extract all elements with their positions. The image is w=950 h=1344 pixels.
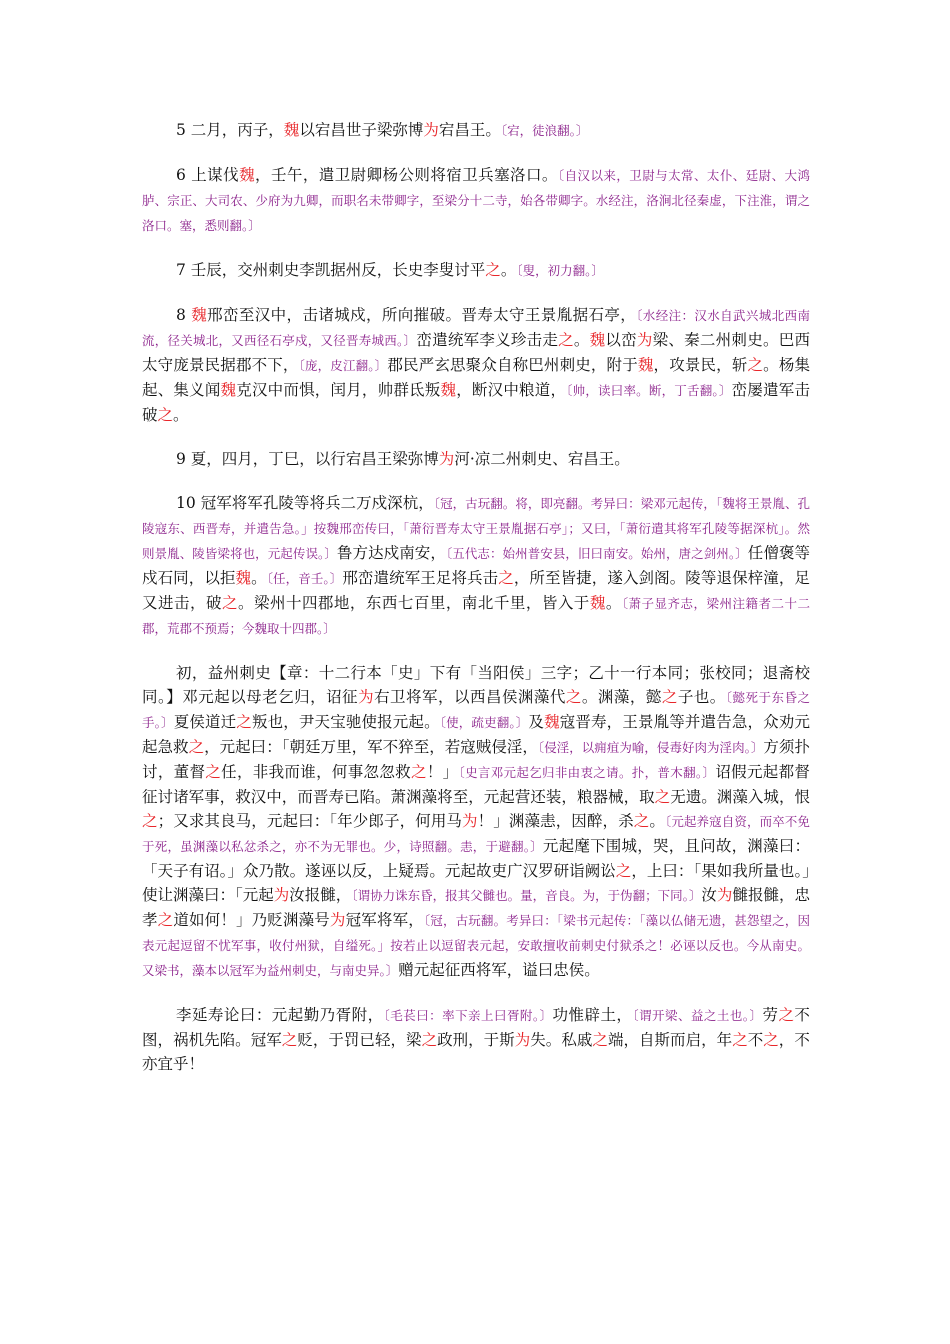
highlighted-char: 之: [421, 1031, 438, 1049]
text-run: 元起麾下围城，哭，且问故，渊藻曰：「天子有诏。」众乃散。遂诬以反，上疑焉。元起故吏广汉罗研诣阙讼: [142, 837, 810, 880]
highlighted-char: 之: [747, 356, 764, 374]
text-run: 郡民严玄思聚众自称巴州刺史，附于: [387, 356, 638, 374]
text-run: 叛也，尹天宝驰使报元起。: [251, 713, 440, 731]
text-run: 以峦: [605, 331, 637, 349]
highlighted-char: 之: [157, 911, 174, 929]
highlighted-char: 魏: [637, 356, 654, 374]
text-run: 。: [605, 594, 622, 612]
text-run: 。渊藻，懿: [581, 688, 662, 706]
text-run: 雠报雠，忠孝: [142, 886, 810, 929]
highlighted-char: 为: [514, 1031, 531, 1049]
annotation-note: 〔五代志：始州普安县，旧曰南安。始州，唐之剑州。〕: [445, 546, 748, 561]
text-run: 邢峦至汉中，击诸城戍，所向摧破。晋寿太守王景胤据石亭，: [207, 306, 637, 324]
highlighted-char: 之: [654, 788, 671, 806]
text-run: 峦屡遣军击破: [142, 381, 810, 424]
annotation-note: 〔水经注：汉水自武兴城北西南流，径关城北，又西径石亭戍，又径晋寿城西。〕: [142, 308, 810, 348]
text-run: 李延寿论曰：元起勤乃胥附，: [176, 1006, 384, 1024]
annotation-note: 〔冠，古玩翻。考异曰：「梁书元起传：「藻以仏储无遗，甚怨望之，因表元起逗留不忧军事，收付州狱，自缢死。」按若止以逗留表元起，安敢擅收前刺史付狱杀之！必诬以反也。今从南史。又梁书，藻本以冠军为益州刺史，与南史异。〕: [142, 913, 810, 978]
text-run: 。: [173, 406, 189, 424]
highlighted-char: 魏: [235, 569, 252, 587]
text-run: 政刑，于斯: [437, 1031, 515, 1049]
highlighted-char: 之: [732, 1031, 748, 1049]
text-run: 9 夏，四月，丁巳，以行宕昌王梁弥博: [176, 450, 439, 468]
highlighted-char: 之: [221, 594, 238, 612]
annotation-note: 〔任，音壬。〕: [266, 571, 343, 586]
text-run: ，所至皆捷，遂入剑阁。陵等退保梓潼，足又进击，破: [142, 569, 810, 612]
text-run: 以宕昌世子梁弥博: [299, 121, 424, 139]
highlighted-char: 为: [329, 911, 346, 929]
text-run: ，上曰：「果如我所量也。」使让渊藻曰：「元起: [142, 862, 810, 904]
paragraph: [142, 118, 810, 143]
text-run: 劳: [762, 1006, 779, 1024]
highlighted-char: 魏: [283, 121, 300, 139]
text-run: ！」渊藻恚，因醉，杀: [477, 812, 634, 830]
text-run: 。: [649, 812, 665, 830]
highlighted-char: 之: [236, 713, 252, 731]
highlighted-char: 为: [358, 688, 375, 706]
annotation-note: 〔萧子显齐志，梁州注籍者二十二郡，荒郡不预焉；今魏取十四郡。〕: [142, 596, 810, 636]
text-run: 梁、秦二州刺史。巴西太守庞景民据郡不下，: [142, 331, 810, 374]
highlighted-char: 之: [615, 862, 632, 880]
highlighted-char: 之: [411, 763, 427, 781]
highlighted-char: 为: [438, 450, 455, 468]
paragraph: [142, 447, 810, 471]
highlighted-char: 之: [157, 406, 174, 424]
highlighted-char: 魏: [589, 331, 606, 349]
text-run: 。: [500, 261, 517, 279]
text-run: 方须扑讨，董督: [142, 738, 810, 781]
highlighted-char: 为: [716, 886, 733, 904]
text-run: ；又求其良马，元起曰：「年少郎子，何用马: [157, 812, 463, 830]
text-run: 。杨集起、集义闻: [142, 356, 810, 399]
text-run: 邢峦遣统军王足将兵击: [342, 569, 499, 587]
text-run: 寇晋寿，王景胤等并遣告急，众劝元起急救: [142, 713, 810, 756]
text-run: 。梁州十四郡地，东西七百里，南北千里，皆入于: [237, 594, 590, 612]
text-run: ，壬午，遣卫尉卿杨公则将宿卫兵塞洛口。: [255, 166, 558, 184]
text-run: 失。私戚: [530, 1031, 593, 1049]
text-run: 6 上谋伐: [176, 166, 240, 184]
text-run: 初，益州刺史【章：十二行本「史」下有「当阳侯」三字；乙十一行本同；张校同；退斋校同。】邓元起以母老乞归，诏征: [142, 664, 810, 706]
text-run: 汝报雠，: [289, 886, 352, 904]
annotation-note: 〔谓开梁、益之土也。〕: [632, 1008, 763, 1023]
text-run: 道如何！」乃贬渊藻号: [173, 911, 330, 929]
annotation-note: 〔叟，初力翻。〕: [516, 263, 604, 278]
text-run: ！」: [426, 763, 459, 781]
text-run: 无遗。渊藻入城，恨: [670, 788, 810, 806]
highlighted-char: 之: [205, 763, 222, 781]
text-run: 宕昌王。: [438, 121, 501, 139]
paragraph: [142, 303, 810, 427]
annotation-note: 〔侵淫，以痈疽为喻，侵毒好肉为淫肉。〕: [537, 740, 764, 755]
highlighted-char: 之: [485, 261, 501, 279]
paragraph: [142, 163, 810, 238]
highlighted-char: 之: [558, 331, 574, 349]
paragraph: [142, 661, 810, 983]
highlighted-char: 魏: [440, 381, 457, 399]
text-run: 河·凉二州刺史、宕昌王。: [454, 450, 630, 468]
highlighted-char: 为: [273, 886, 290, 904]
annotation-note: 〔元起养寇自资，而卒不免于死，虽渊藻以私忿杀之，亦不为无罪也。少，诗照翻。恚，于避翻。〕: [142, 814, 810, 854]
text-run: 端，自斯而启，年: [607, 1031, 733, 1049]
text-run: 。: [251, 569, 267, 587]
highlighted-char: 魏: [239, 166, 256, 184]
annotation-note: 〔史言邓元起乞归非由衷之请。扑，普木翻。〕: [458, 765, 716, 780]
text-run: 不图，祸机先陷。冠军: [142, 1006, 810, 1049]
highlighted-char: 之: [661, 688, 678, 706]
text-run: 贬，于罚已轻，梁: [297, 1031, 422, 1049]
highlighted-char: 为: [636, 331, 653, 349]
text-run: ，不亦宜乎！: [142, 1031, 810, 1073]
text-run: 汝: [701, 886, 717, 904]
text-run: 10 冠军将军孔陵等将兵二万戍深杭，: [176, 494, 434, 512]
highlighted-char: 魏: [191, 306, 208, 324]
annotation-note: 〔帅，读曰率。断，丁舌翻。〕: [566, 383, 732, 398]
highlighted-char: 为: [423, 121, 439, 139]
text-run: 不: [747, 1031, 764, 1049]
text-run: 任僧褒等戍石同，以拒: [142, 544, 810, 587]
text-run: 夏侯道迁: [173, 713, 237, 731]
paragraph: [142, 258, 810, 283]
text-run: 功惟辟土，: [552, 1006, 633, 1024]
annotation-note: 〔自汉以来，卫尉与太常、太仆、廷尉、大鸿胪、宗正、大司农、少府为九卿，而职名未带卿字，至梁分十二寺，始各带卿字。水经注，洛涧北径秦虚，下注淮，谓之洛口。塞，悉则翻。〕: [142, 168, 810, 233]
highlighted-char: 魏: [544, 713, 560, 731]
text-run: ，断汉中粮道，: [456, 381, 567, 399]
highlighted-char: 之: [778, 1006, 795, 1024]
highlighted-char: 之: [142, 812, 158, 830]
annotation-note: 〔冠，古玩翻。将，即亮翻。考异曰：梁邓元起传，「魏将王景胤、孔陵寇东、西晋寿，并遣告急。」按魏邢峦传曰，「萧衍晋寿太守王景胤据石亭」；又曰，「萧衍遣其将军孔陵等据深杭」。然则景胤、陵皆梁将也，元起传误。〕: [142, 496, 810, 561]
paragraph: [142, 491, 810, 641]
text-run: 8: [176, 306, 192, 324]
text-run: 5 二月，丙子，: [176, 121, 284, 139]
text-run: 子也。: [677, 688, 726, 706]
text-run: 及: [528, 713, 545, 731]
highlighted-char: 魏: [589, 594, 606, 612]
highlighted-char: 之: [633, 812, 650, 830]
text-run: 。: [573, 331, 590, 349]
annotation-note: 〔宕，徒浪翻。〕: [500, 123, 589, 138]
text-run: 诏假元起都督征讨诸军事，救汉中，而晋寿已陷。萧渊藻将至，元起营还装，粮器械，取: [142, 763, 810, 806]
annotation-note: 〔毛苌曰：率下亲上曰胥附。〕: [383, 1008, 553, 1023]
text-run: 右卫将军，以西昌侯渊藻代: [374, 688, 566, 706]
annotation-note: 〔谓协力诛东昏，报其父雠也。量，音良。为，于伪翻；下同。〕: [351, 888, 702, 903]
text-run: 鲁方达戍南安，: [336, 544, 446, 562]
highlighted-char: 之: [281, 1031, 298, 1049]
text-run: ，元起曰：「朝廷万里，军不猝至，若寇贼侵淫，: [204, 738, 538, 756]
highlighted-char: 为: [462, 812, 478, 830]
annotation-note: 〔懿死于东昏之手。〕: [142, 690, 810, 730]
highlighted-char: 之: [188, 738, 205, 756]
text-run: 克汉中而惧，闰月，帅群氐叛: [236, 381, 441, 399]
highlighted-char: 之: [498, 569, 514, 587]
annotation-note: 〔庞，皮江翻。〕: [298, 358, 388, 373]
text-run: 7 壬辰，交州刺史李凯据州反，长史李叟讨平: [176, 261, 486, 279]
annotation-note: 〔使，疏吏翻。〕: [439, 715, 529, 730]
paragraph: [142, 1003, 810, 1076]
highlighted-char: 之: [565, 688, 582, 706]
document-body: [142, 118, 810, 1096]
text-run: 任，非我而谁，何事忽忽救: [221, 763, 412, 781]
text-run: ，攻景民，斩: [653, 356, 748, 374]
text-run: 峦遣统军李义珍击走: [416, 331, 559, 349]
text-run: 赠元起征西将军，谥曰忠侯。: [398, 961, 600, 979]
highlighted-char: 之: [763, 1031, 779, 1049]
text-run: 冠军将军，: [345, 911, 424, 929]
highlighted-char: 魏: [220, 381, 237, 399]
highlighted-char: 之: [592, 1031, 608, 1049]
